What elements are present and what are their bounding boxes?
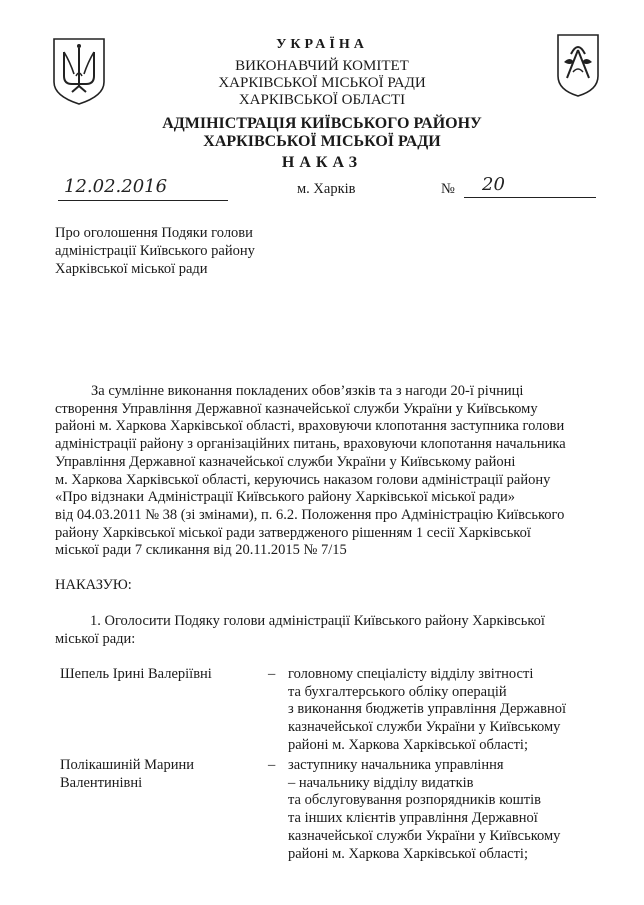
- recipient-1-position: [288, 666, 584, 755]
- position-line: районі м. Харкова Харківської області;: [288, 736, 528, 753]
- recipient-name-line: Полікашиній Марини: [60, 757, 195, 773]
- item-1-line-2: міської ради:: [55, 631, 136, 647]
- handwritten-date: 12.02.2016: [64, 176, 168, 197]
- position-line: з виконання бюджетів управління Державної: [288, 701, 566, 718]
- order-word: НАКАЗУЮ:: [55, 577, 132, 593]
- paragraph-line: районі м. Харкова Харківської області, враховуючи клопотання заступника голови: [55, 418, 565, 435]
- paragraph-line: За сумлінне виконання покладених обов’язків та з нагоди 20-ї річниці: [91, 383, 524, 399]
- recipient-2-position: [288, 757, 584, 863]
- paragraph-line: адміністрації району з організаційних питань, враховуючи клопотання начальника: [55, 436, 566, 453]
- position-line: заступнику начальника управління: [288, 757, 504, 773]
- country-title: УКРАЇНА: [276, 37, 368, 52]
- admin-line-1: АДМІНІСТРАЦІЯ КИЇВСЬКОГО РАЙОНУ: [162, 115, 482, 132]
- subject-line-3: Харківської міської ради: [55, 261, 208, 277]
- paragraph-line: м. Харкова Харківської області, керуючись наказом голови адміністрації району: [55, 471, 551, 488]
- paragraph-line: створення Управління Державної казначейської служби України у Київському: [55, 400, 538, 417]
- preamble-paragraph: [55, 383, 598, 560]
- org-line-2: ХАРКІВСЬКОЇ МІСЬКОЇ РАДИ: [218, 75, 426, 91]
- position-line: – начальнику відділу видатків: [288, 774, 474, 791]
- org-line-1: ВИКОНАВЧИЙ КОМІТЕТ: [235, 58, 409, 74]
- subject-block: [55, 224, 255, 278]
- position-line: та обслуговування розпорядників коштів: [288, 792, 541, 809]
- position-line: головному спеціалісту відділу звітності: [288, 666, 534, 682]
- handwritten-number: 20: [482, 174, 505, 195]
- date-underline: [58, 200, 228, 201]
- paragraph-line: від 04.03.2011 № 38 (зі змінами), п. 6.2. Положення про Адміністрацію Київського: [55, 506, 565, 523]
- recipient-2-dash: –: [268, 757, 276, 773]
- position-line: та інших клієнтів управління Державної: [288, 810, 538, 827]
- position-line: та бухгалтерського обліку операцій: [288, 683, 507, 700]
- recipient-2-name: [60, 757, 194, 792]
- position-line: районі м. Харкова Харківської області;: [288, 845, 528, 862]
- admin-line-2: ХАРКІВСЬКОЇ МІСЬКОЇ РАДИ: [203, 133, 441, 150]
- city-label: м. Харків: [297, 181, 356, 197]
- position-line: казначейської служби України у Київському: [288, 827, 561, 844]
- paragraph-line: «Про відзнаки Адміністрації Київського району Харківської міської ради»: [55, 489, 515, 506]
- document-type-title: НАКАЗ: [281, 154, 363, 171]
- paragraph-line: міської ради 7 скликання від 20.11.2015 № 7/15: [55, 542, 347, 559]
- org-line-3: ХАРКІВСЬКОЇ ОБЛАСТІ: [238, 92, 406, 108]
- position-line: казначейської служби України у Київському: [288, 719, 561, 736]
- recipient-name-line: Валентинівні: [60, 774, 143, 791]
- number-label: №: [441, 181, 455, 197]
- item-1-line-1: 1. Оголосити Подяку голови адміністрації Київського району Харківської: [90, 613, 545, 629]
- recipient-name-line: Шепель Ірині Валеріївні: [60, 666, 212, 682]
- recipient-1-dash: –: [268, 666, 276, 682]
- subject-line-2: адміністрації Київського району: [55, 243, 255, 259]
- subject-line-1: Про оголошення Подяки голови: [55, 225, 253, 241]
- number-underline: [464, 197, 596, 198]
- paragraph-line: Управління Державної казначейської служби України у Київському районі: [55, 453, 516, 470]
- recipient-1-name: [60, 666, 212, 684]
- paragraph-line: району Харківської міської ради затвердженого рішенням 1 сесії Харківської: [55, 524, 531, 541]
